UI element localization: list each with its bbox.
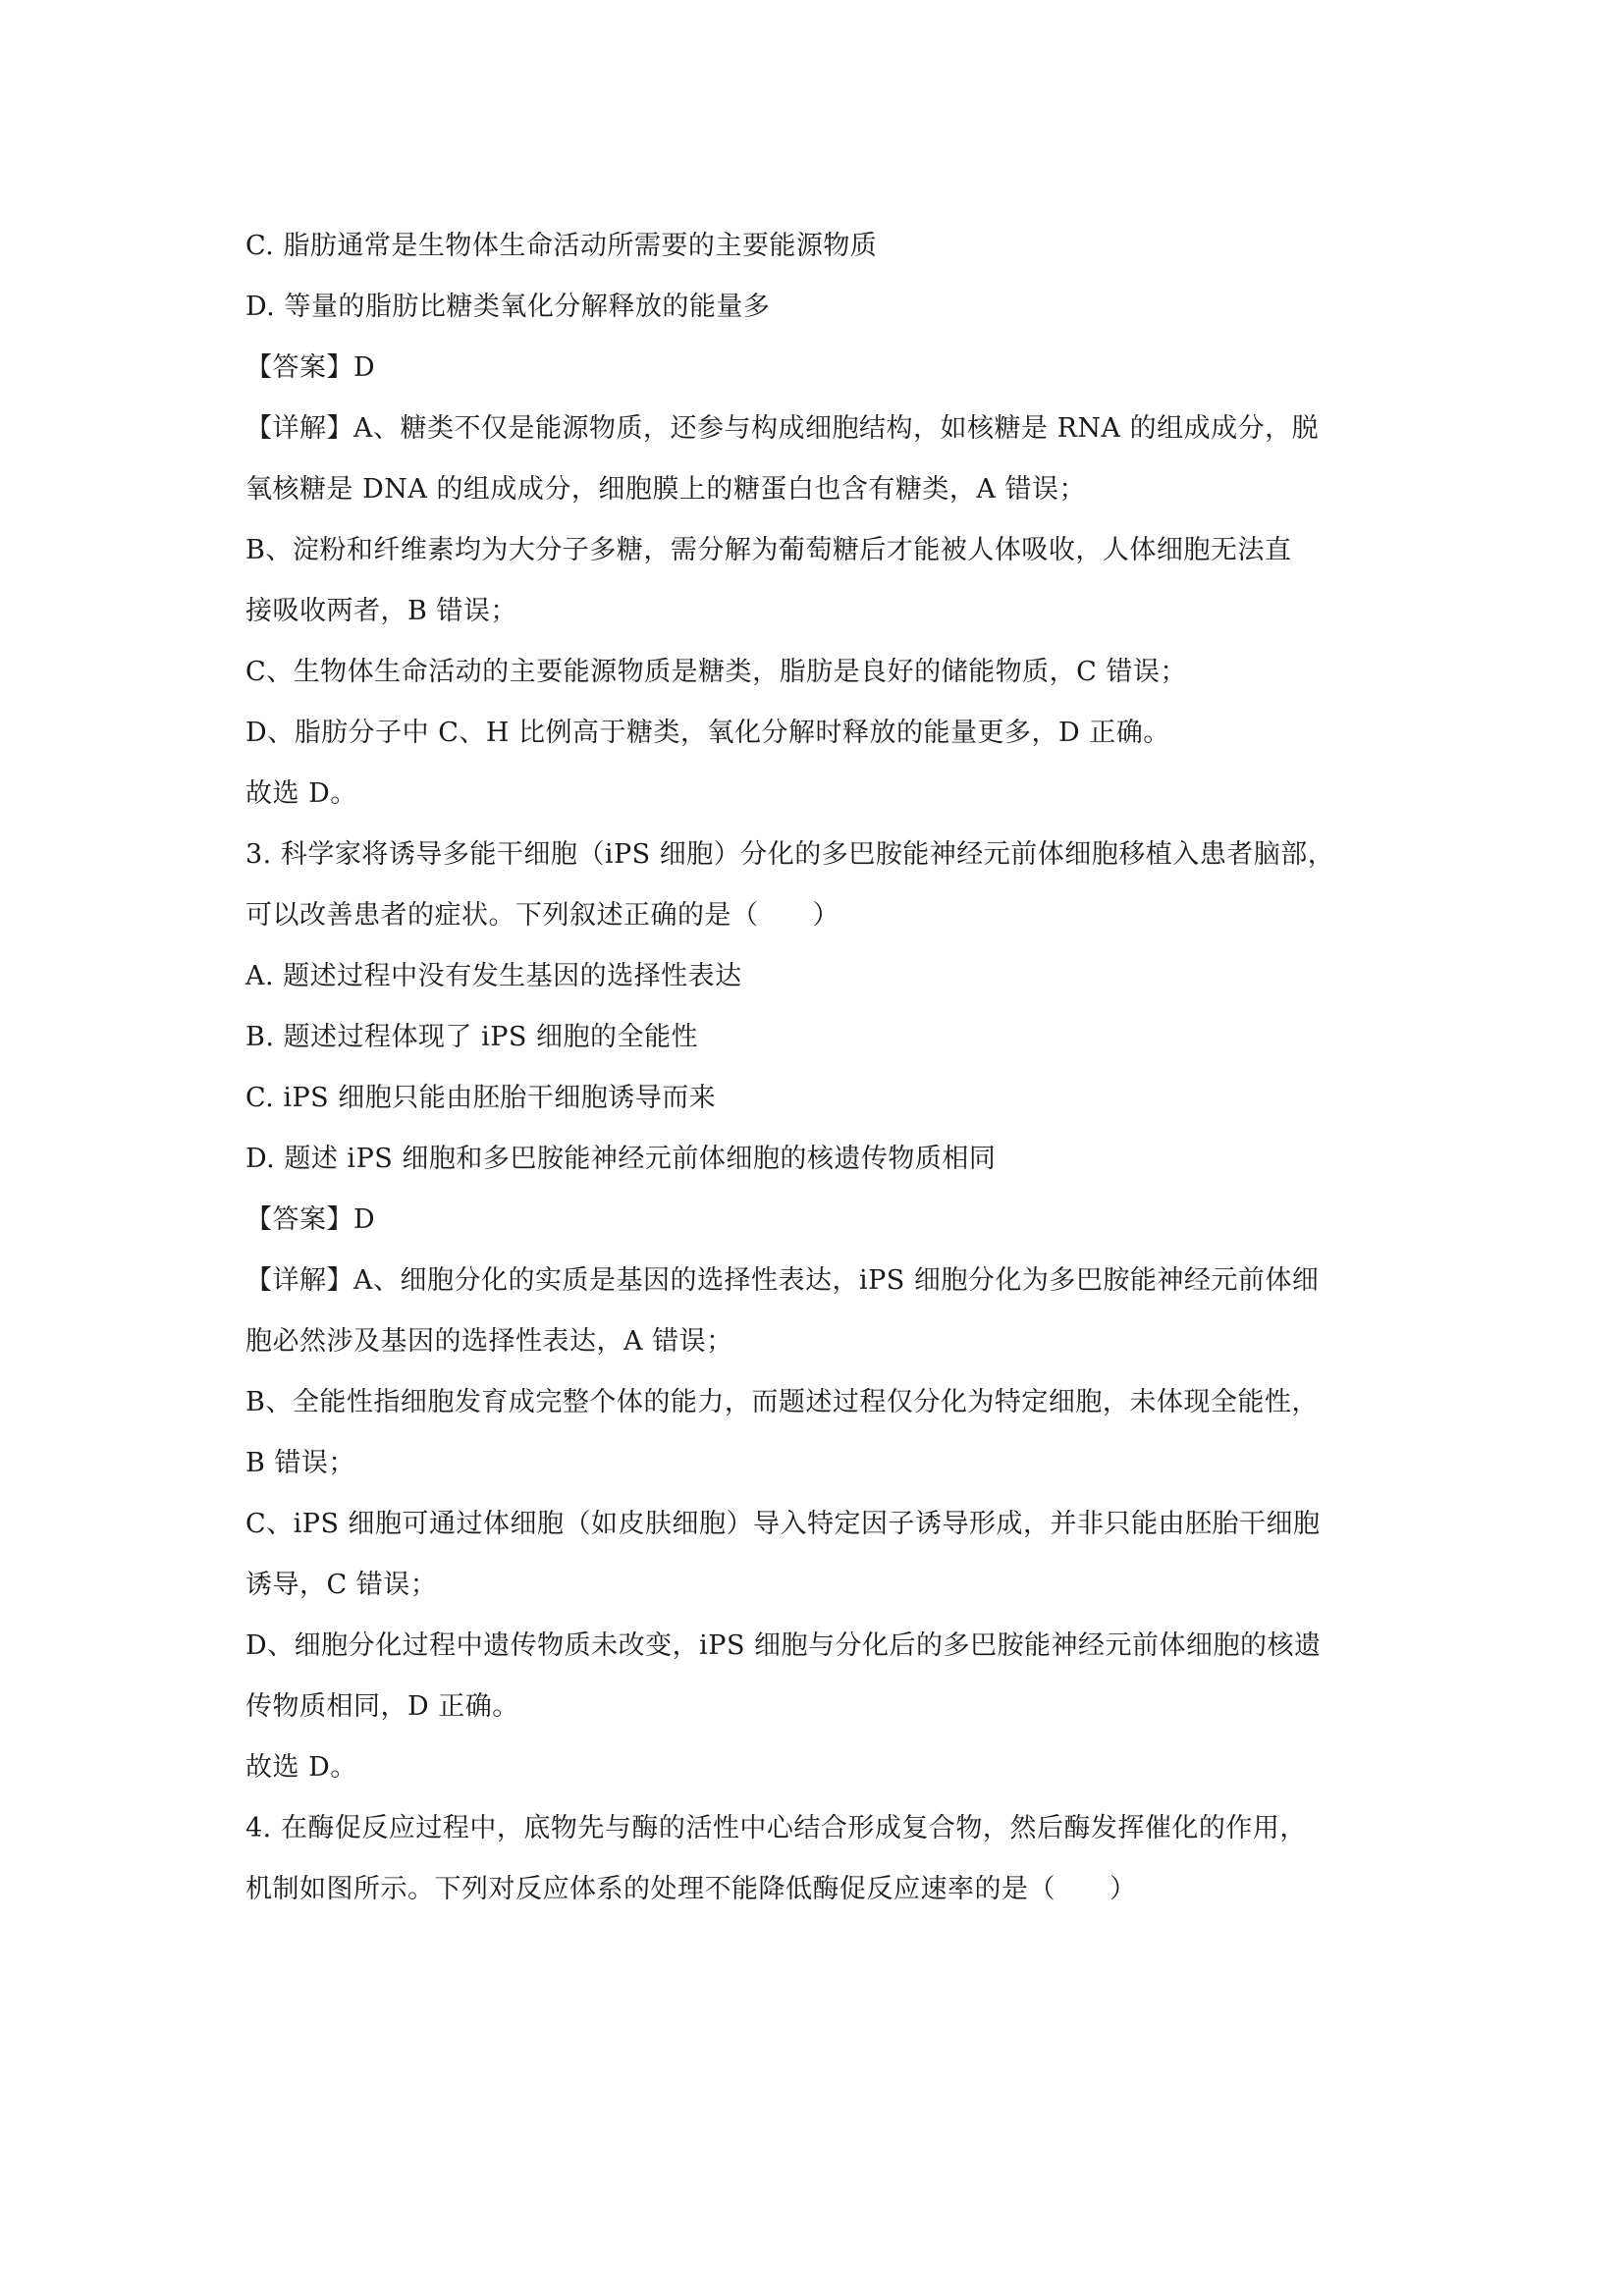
conclusion-q3: 故选 D。	[245, 1752, 357, 1783]
option-c-q3: C. iPS 细胞只能由胚胎干细胞诱导而来	[245, 1083, 717, 1113]
option-a-q3: A. 题述过程中没有发生基因的选择性表达	[245, 961, 742, 991]
explanation-q3-a: 【详解】A、细胞分化的实质是基因的选择性表达，iPS 细胞分化为多巴胺能神经元前体细	[245, 1265, 1320, 1296]
explanation-q2-c: C、生物体生命活动的主要能源物质是糖类，脂肪是良好的储能物质，C 错误；	[245, 657, 1187, 687]
question-4-stem: 4. 在酶促反应过程中，底物先与酶的活性中心结合形成复合物，然后酶发挥催化的作用，	[245, 1813, 1307, 1843]
option-c-q2: C. 脂肪通常是生物体生命活动所需要的主要能源物质	[245, 231, 878, 261]
explanation-q3-b: B、全能性指细胞发育成完整个体的能力，而题述过程仅分化为特定细胞，未体现全能性，	[245, 1387, 1319, 1417]
question-4-stem-cont: 机制如图所示。下列对反应体系的处理不能降低酶促反应速率的是（ ）	[245, 1874, 1137, 1904]
answer-q3: 【答案】D	[245, 1204, 376, 1235]
explanation-q3-c-cont: 诱导，C 错误；	[245, 1570, 438, 1600]
explanation-q3-a-cont: 胞必然涉及基因的选择性表达，A 错误；	[245, 1326, 733, 1357]
option-b-q3: B. 题述过程体现了 iPS 细胞的全能性	[245, 1022, 698, 1052]
explanation-q2-b: B、淀粉和纤维素均为大分子多糖，需分解为葡萄糖后才能被人体吸收，人体细胞无法直	[245, 535, 1292, 565]
option-d-q3: D. 题述 iPS 细胞和多巴胺能神经元前体细胞的核遗传物质相同	[245, 1144, 997, 1174]
explanation-q3-b-cont: B 错误；	[245, 1448, 355, 1478]
explanation-q3-d: D、细胞分化过程中遗传物质未改变，iPS 细胞与分化后的多巴胺能神经元前体细胞的核遗	[245, 1630, 1322, 1661]
explanation-q2-b-cont: 接吸收两者，B 错误；	[245, 596, 517, 626]
question-3-stem-cont: 可以改善患者的症状。下列叙述正确的是（ ）	[245, 900, 839, 931]
explanation-q3-c: C、iPS 细胞可通过体细胞（如皮肤细胞）导入特定因子诱导形成，并非只能由胚胎干细胞	[245, 1509, 1321, 1539]
option-d-q2: D. 等量的脂肪比糖类氧化分解释放的能量多	[245, 292, 771, 322]
answer-q2: 【答案】D	[245, 352, 376, 383]
document-body	[245, 216, 1384, 1920]
explanation-q2-a-cont: 氧核糖是 DNA 的组成成分，细胞膜上的糖蛋白也含有糖类，A 错误；	[245, 474, 1087, 505]
conclusion-q2: 故选 D。	[245, 778, 357, 809]
explanation-q2-d: D、脂肪分子中 C、H 比例高于糖类，氧化分解时释放的能量更多，D 正确。	[245, 718, 1170, 748]
question-3-stem: 3. 科学家将诱导多能干细胞（iPS 细胞）分化的多巴胺能神经元前体细胞移植入患者脑部，	[245, 839, 1335, 870]
explanation-q2-a: 【详解】A、糖类不仅是能源物质，还参与构成细胞结构，如核糖是 RNA 的组成成分，脱	[245, 413, 1320, 444]
explanation-q3-d-cont: 传物质相同，D 正确。	[245, 1691, 519, 1722]
